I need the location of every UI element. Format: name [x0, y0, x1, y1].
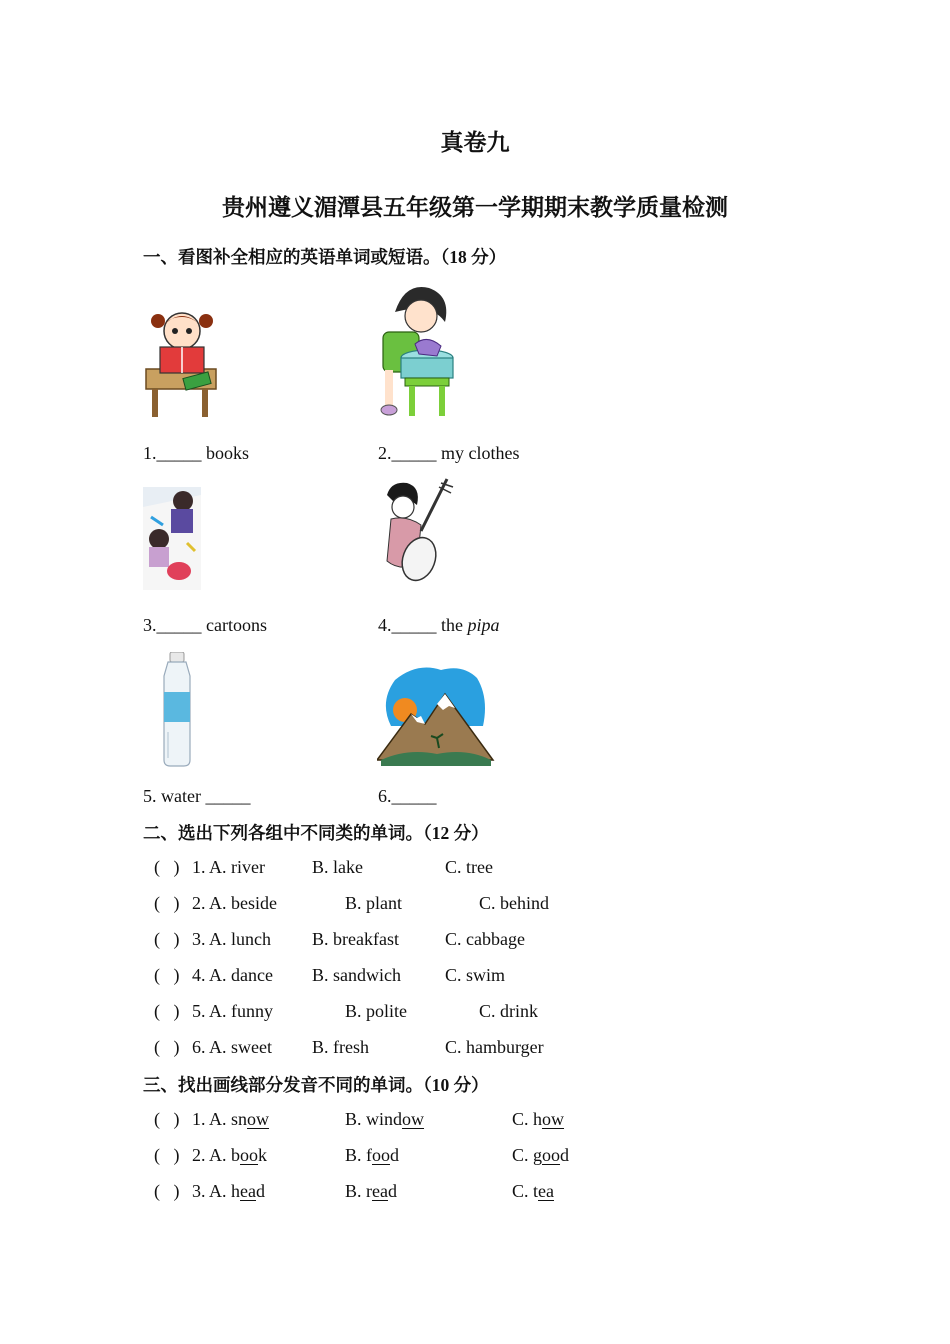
- answer-blank-4[interactable]: _____: [391, 615, 437, 635]
- question-5: 5. water _____: [143, 786, 251, 806]
- answer-paren[interactable]: ( ): [154, 1001, 180, 1021]
- answer-paren[interactable]: ( ): [154, 965, 180, 985]
- water-bottle-icon: [158, 652, 196, 768]
- question-4: 4._____ the pipa: [378, 615, 500, 635]
- mountains-icon: [377, 664, 495, 768]
- section1-heading: 一、看图补全相应的英语单词或短语。（18 分）: [143, 247, 507, 268]
- section3-heading: 三、找出画线部分发音不同的单词。（10 分）: [143, 1075, 489, 1096]
- question-6: 6._____: [378, 786, 437, 806]
- question-3: 3._____ cartoons: [143, 615, 267, 635]
- girl-playing-pipa-icon: [377, 475, 455, 587]
- question-2: 2._____ my clothes: [378, 443, 520, 463]
- answer-paren[interactable]: ( ): [154, 893, 180, 913]
- answer-paren[interactable]: ( ): [154, 929, 180, 949]
- exam-subtitle: 贵州遵义湄潭县五年级第一学期期末教学质量检测: [222, 195, 728, 221]
- kids-drawing-icon: [143, 487, 201, 590]
- question-1: 1._____ books: [143, 443, 250, 463]
- section2-heading: 二、选出下列各组中不同类的单词。（12 分）: [143, 823, 489, 844]
- page-title: 真卷九: [440, 130, 510, 156]
- girl-reading-icon: [140, 303, 226, 419]
- answer-paren[interactable]: ( ): [154, 1037, 180, 1057]
- answer-blank-1[interactable]: _____: [156, 443, 202, 463]
- answer-paren[interactable]: ( ): [154, 1181, 180, 1201]
- answer-paren[interactable]: ( ): [154, 1145, 180, 1165]
- answer-blank-3[interactable]: _____: [156, 615, 202, 635]
- answer-blank-6[interactable]: _____: [391, 786, 437, 806]
- answer-blank-5[interactable]: _____: [205, 786, 251, 806]
- answer-blank-2[interactable]: _____: [391, 443, 437, 463]
- girl-washing-clothes-icon: [375, 282, 459, 420]
- answer-paren[interactable]: ( ): [154, 1109, 180, 1129]
- answer-paren[interactable]: ( ): [154, 857, 180, 877]
